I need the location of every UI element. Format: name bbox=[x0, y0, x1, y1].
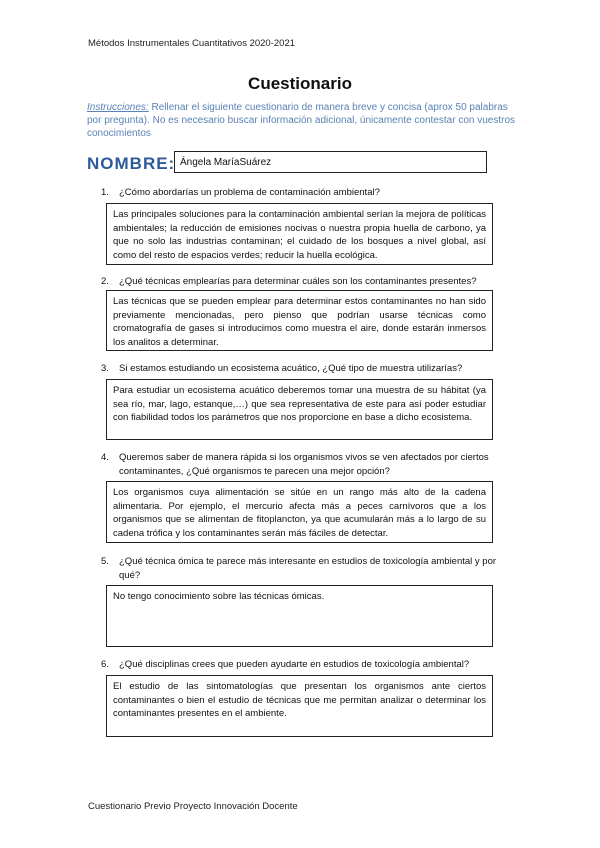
answer-box-2[interactable]: Las técnicas que se pueden emplear para determinar estos contaminantes no han sido previamente mencionadas, pero pienso que podrían usarse técnicas como cromatografía de gases si introducimos como muestra el aire, donde estarán inmersos los analitos a determinar. bbox=[106, 290, 493, 351]
instructions-label: Instrucciones: bbox=[87, 102, 149, 113]
answer-box-6[interactable]: El estudio de las sintomatologías que presentan los organismos ante ciertos contaminantes o bien el estudio de técnicas que me permitan analizar o determinar los contaminantes presentes en el ambiente. bbox=[106, 675, 493, 737]
answer-box-4[interactable]: Los organismos cuya alimentación se sitúe en un rango más alto de la cadena alimentaria. Por ejemplo, el mercurio afecta más a peces carnívoros que a los organismos que se alimentan de fitoplancton, ya que acumularán más a lo largo de su cadena trófica y los contaminantes serán más fáciles de detectar. bbox=[106, 481, 493, 543]
question-text: ¿Qué disciplinas crees que pueden ayudarte en estudios de toxicología ambiental? bbox=[119, 659, 470, 670]
question-5 bbox=[101, 555, 499, 582]
answer-box-3[interactable]: Para estudiar un ecosistema acuático deberemos tomar una muestra de su hábitat (ya sea río, mar, lago, estanque,…) que sea representativa de este para así poder estudiar con fiabilidad todos los parámetros que nos proporcione en base a dicho ecosistema. bbox=[106, 379, 493, 440]
name-field[interactable]: Ángela MaríaSuárez bbox=[174, 151, 487, 173]
question-number: 2. bbox=[101, 276, 109, 287]
question-number: 5. bbox=[101, 556, 109, 567]
page-title: Cuestionario bbox=[248, 74, 352, 93]
question-number: 6. bbox=[101, 659, 109, 670]
question-text: Si estamos estudiando un ecosistema acuático, ¿Qué tipo de muestra utilizarías? bbox=[119, 363, 463, 374]
footer-text: Cuestionario Previo Proyecto Innovación Docente bbox=[88, 801, 298, 812]
question-number: 4. bbox=[101, 452, 109, 463]
instructions-text: Rellenar el siguiente cuestionario de manera breve y concisa (aprox 50 palabras por pregunta). No es necesario buscar información adicional, únicamente contestar con vuestros conocimientos bbox=[87, 102, 516, 139]
question-4 bbox=[101, 451, 491, 478]
question-number: 3. bbox=[101, 363, 109, 374]
instructions bbox=[87, 101, 517, 140]
question-text: ¿Qué técnicas emplearías para determinar cuáles son los contaminantes presentes? bbox=[119, 276, 477, 287]
question-2 bbox=[101, 275, 509, 289]
answer-box-1[interactable]: Las principales soluciones para la contaminación ambiental serían la mejora de políticas ambientales; la reducción de emisiones nocivas o nuestra propia huella de carbono, ya que no solo las industrias contaminan; el cuidado de los bosques a nivel global, así como del resto de espacios verdes; reducir la huella ecológica. bbox=[106, 203, 493, 265]
question-text: Queremos saber de manera rápida si los organismos vivos se ven afectados por ciertos contaminantes, ¿Qué organismos te parecen una mejor opción? bbox=[119, 452, 489, 477]
question-text: ¿Qué técnica ómica te parece más interesante en estudios de toxicología ambiental y por qué? bbox=[119, 556, 497, 581]
question-text: ¿Cómo abordarías un problema de contaminación ambiental? bbox=[119, 187, 380, 198]
name-label: NOMBRE: bbox=[87, 154, 176, 173]
question-1 bbox=[101, 186, 499, 200]
question-3 bbox=[101, 362, 499, 376]
question-number: 1. bbox=[101, 187, 109, 198]
question-6 bbox=[101, 658, 509, 672]
answer-box-5[interactable]: No tengo conocimiento sobre las técnicas ómicas. bbox=[106, 585, 493, 647]
header-course: Métodos Instrumentales Cuantitativos 2020-2021 bbox=[88, 38, 296, 49]
